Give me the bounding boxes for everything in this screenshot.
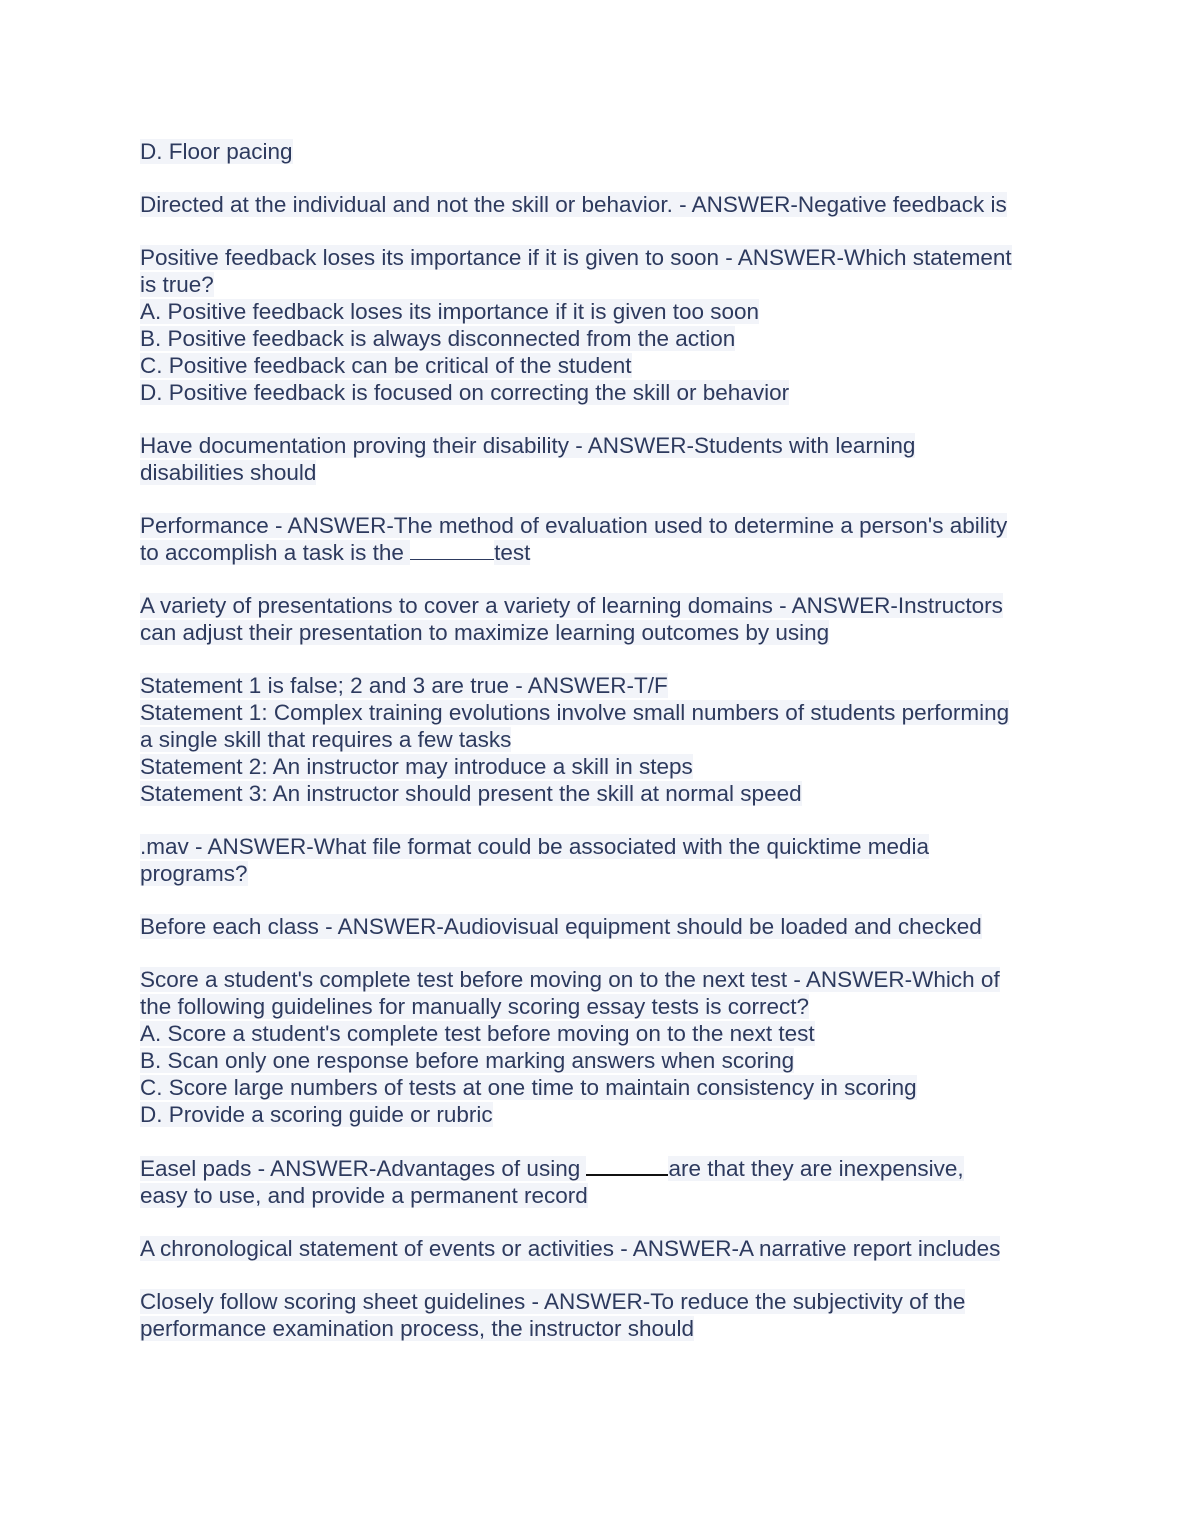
text-line: D. Provide a scoring guide or rubric <box>140 1102 493 1127</box>
text-line: D. Positive feedback is focused on correcting the skill or behavior <box>140 380 790 405</box>
fill-in-blank <box>410 539 494 560</box>
text-line: A. Positive feedback loses its importance if it is given too soon <box>140 299 760 324</box>
text-line: Closely follow scoring sheet guidelines - ANSWER-To reduce the subjectivity of the <box>140 1289 966 1314</box>
text-line: performance examination process, the instructor should <box>140 1316 695 1341</box>
text-line: the following guidelines for manually scoring essay tests is correct? <box>140 994 810 1019</box>
fill-in-blank <box>586 1154 668 1176</box>
text-line: Before each class - ANSWER-Audiovisual equipment should be loaded and checked <box>140 914 982 939</box>
text-line: Statement 1: Complex training evolutions involve small numbers of students performing <box>140 700 1010 725</box>
text-line: .mav - ANSWER-What file format could be associated with the quicktime media <box>140 834 930 859</box>
text-line: C. Score large numbers of tests at one time to maintain consistency in scoring <box>140 1075 917 1100</box>
text-line: A chronological statement of events or activities - ANSWER-A narrative report includes <box>140 1236 1001 1261</box>
text-line: can adjust their presentation to maximize learning outcomes by using <box>140 620 830 645</box>
text-line: B. Scan only one response before marking answers when scoring <box>140 1048 795 1073</box>
text-line: D. Floor pacing <box>140 139 293 164</box>
qa-item <box>140 1288 1050 1342</box>
qa-item <box>140 966 1050 1128</box>
qa-item <box>140 138 1050 165</box>
qa-item <box>140 432 1050 486</box>
text-line: Score a student's complete test before moving on to the next test - ANSWER-Which of <box>140 967 1000 992</box>
qa-item <box>140 244 1050 406</box>
qa-item <box>140 512 1050 566</box>
text-line: easy to use, and provide a permanent record <box>140 1183 588 1208</box>
text-line: disabilities should <box>140 460 317 485</box>
text-line: Statement 3: An instructor should present the skill at normal speed <box>140 781 802 806</box>
text-line: Have documentation proving their disability - ANSWER-Students with learning <box>140 433 916 458</box>
qa-item <box>140 1154 1050 1209</box>
text-line: programs? <box>140 861 248 886</box>
document-page <box>140 138 1050 1368</box>
text-line: A variety of presentations to cover a variety of learning domains - ANSWER-Instructors <box>140 593 1003 618</box>
text-line: C. Positive feedback can be critical of the student <box>140 353 632 378</box>
text-line: is true? <box>140 272 214 297</box>
qa-item <box>140 672 1050 807</box>
text-line: A. Score a student's complete test before moving on to the next test <box>140 1021 815 1046</box>
text-line: Positive feedback loses its importance if it is given to soon - ANSWER-Which statement <box>140 245 1012 270</box>
qa-item <box>140 913 1050 940</box>
text-line: B. Positive feedback is always disconnected from the action <box>140 326 736 351</box>
text-line-with-blank: to accomplish a task is the test <box>140 540 531 565</box>
text-line-with-blank: Easel pads - ANSWER-Advantages of using are that they are inexpensive, <box>140 1156 964 1181</box>
qa-item <box>140 1235 1050 1262</box>
text-line: Directed at the individual and not the skill or behavior. - ANSWER-Negative feedback is <box>140 192 1007 217</box>
qa-item <box>140 592 1050 646</box>
qa-item <box>140 191 1050 218</box>
text-line: Statement 1 is false; 2 and 3 are true - ANSWER-T/F <box>140 673 668 698</box>
text-line: a single skill that requires a few tasks <box>140 727 512 752</box>
text-line: Performance - ANSWER-The method of evaluation used to determine a person's ability <box>140 513 1008 538</box>
text-line: Statement 2: An instructor may introduce a skill in steps <box>140 754 693 779</box>
qa-item <box>140 833 1050 887</box>
